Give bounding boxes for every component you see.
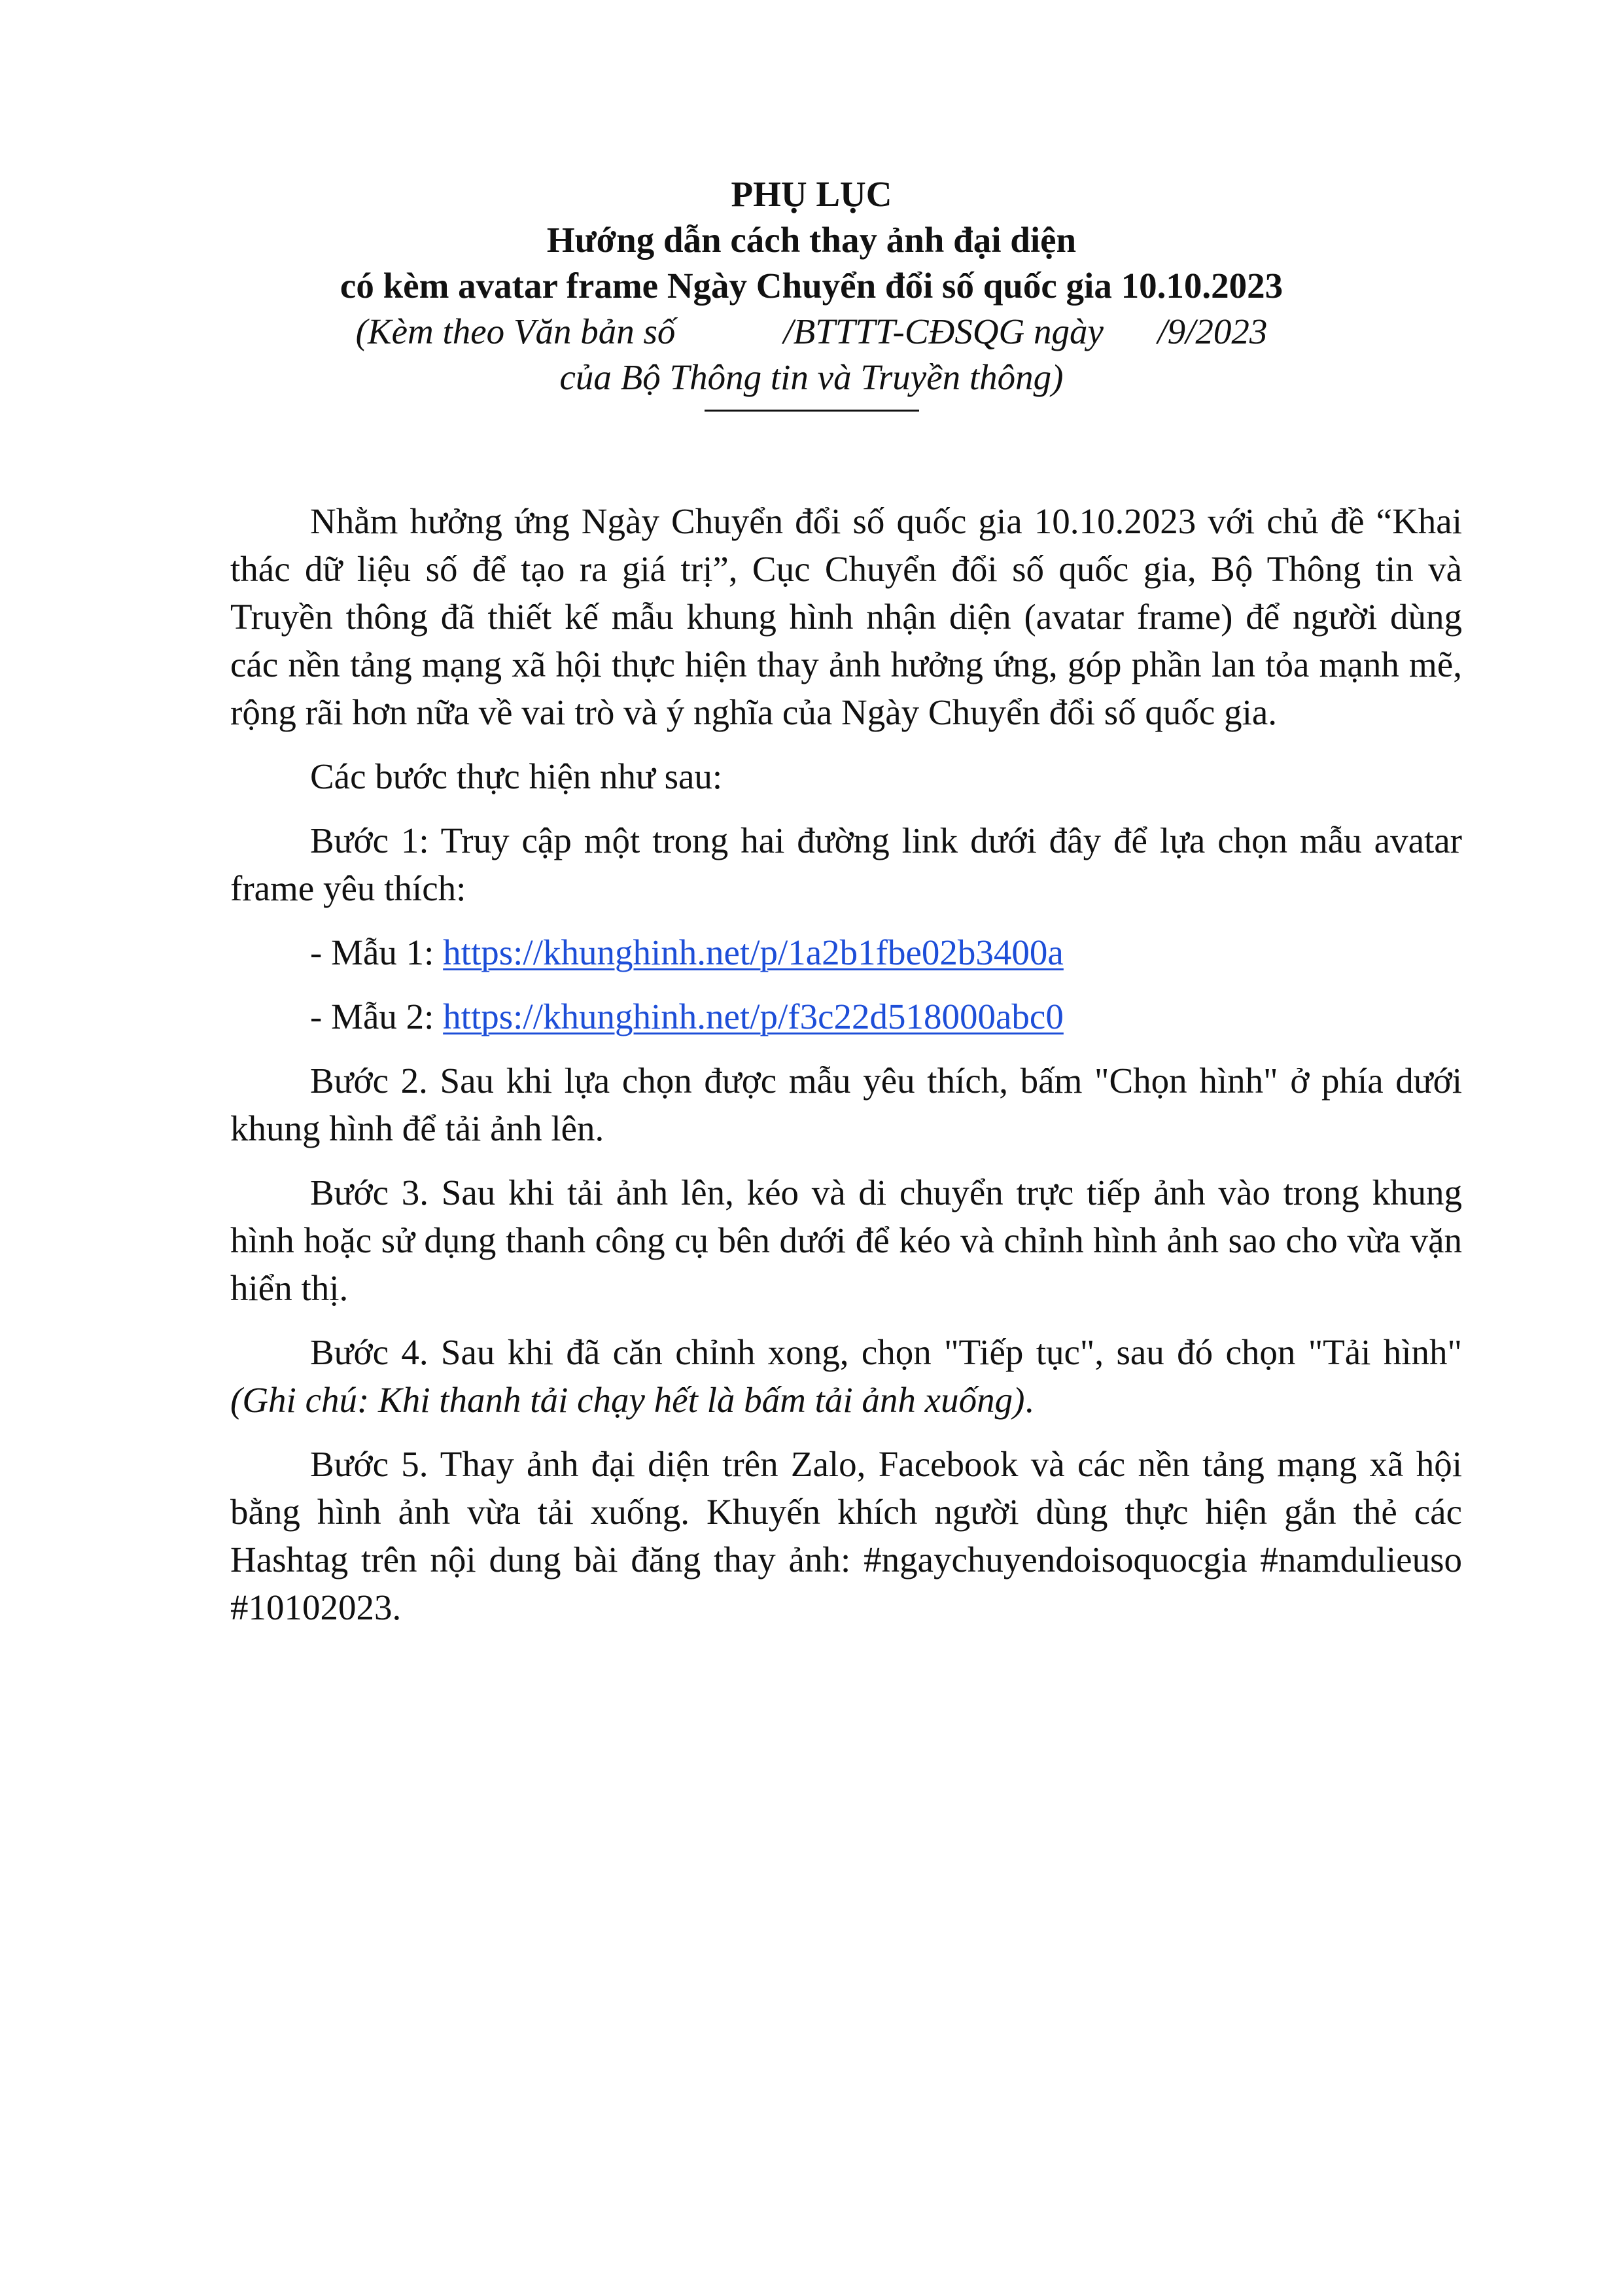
sample-2-label: - Mẫu 2: — [310, 997, 444, 1036]
sample-1-line — [230, 928, 1462, 976]
step-5-paragraph: Bước 5. Thay ảnh đại diện trên Zalo, Facebook và các nền tảng mạng xã hội bằng hình ảnh vừa tải xuống. Khuyến khích người dùng thực hiện gắn thẻ các Hashtag trên nội dung bài đăng thay ảnh: #ngaychuyendoisoquocgia #namdulieuso #10102023. — [230, 1444, 1462, 1627]
sample-1-label: - Mẫu 1: — [310, 932, 444, 972]
step-1-paragraph: Bước 1: Truy cập một trong hai đường link dưới đây để lựa chọn mẫu avatar frame yêu thích: — [230, 821, 1462, 908]
guide-title: Hướng dẫn cách thay ảnh đại diện — [546, 220, 1077, 260]
intro-paragraph: Nhằm hưởng ứng Ngày Chuyển đổi số quốc gia 10.10.2023 với chủ đề “Khai thác dữ liệu số để tạo ra giá trị”, Cục Chuyển đổi số quốc gia, Bộ Thông tin và Truyền thông đã thiết kế mẫu khung hình nhận diện (avatar frame) để người dùng các nền tảng mạng xã hội thực hiện thay ảnh hưởng ứng, góp phần lan tỏa mạnh mẽ, rộng rãi hơn nữa về vai trò và ý nghĩa của Ngày Chuyển đổi số quốc gia. — [230, 501, 1462, 732]
step-4-end: . — [1024, 1380, 1034, 1420]
steps-intro: Các bước thực hiện như sau: — [310, 756, 723, 796]
sample-2-line — [230, 993, 1462, 1040]
step-3-paragraph: Bước 3. Sau khi tải ảnh lên, kéo và di chuyển trực tiếp ảnh vào trong khung hình hoặc sử dụng thanh công cụ bên dưới để kéo và chỉnh hình ảnh sao cho vừa vặn hiển thị. — [230, 1173, 1462, 1308]
issuer-line: của Bộ Thông tin và Truyền thông) — [559, 357, 1064, 397]
step-4-paragraph — [230, 1328, 1462, 1424]
reference-line: (Kèm theo Văn bản số /BTTTT-CĐSQG ngày /9/2023 — [355, 311, 1268, 351]
sample-2-link[interactable]: https://khunghinh.net/p/f3c22d518000abc0 — [443, 997, 1064, 1036]
document-body — [230, 497, 1462, 1648]
step-2-paragraph: Bước 2. Sau khi lựa chọn được mẫu yêu thích, bấm "Chọn hình" ở phía dưới khung hình để tải ảnh lên. — [230, 1061, 1462, 1148]
sample-1-link[interactable]: https://khunghinh.net/p/1a2b1fbe02b3400a — [443, 932, 1064, 972]
document-header — [0, 171, 1623, 412]
guide-subtitle: có kèm avatar frame Ngày Chuyển đổi số quốc gia 10.10.2023 — [340, 266, 1283, 306]
step-4-text: Bước 4. Sau khi đã căn chỉnh xong, chọn "Tiếp tục", sau đó chọn "Tải hình" — [310, 1332, 1462, 1372]
appendix-title: PHỤ LỤC — [731, 174, 892, 214]
header-divider — [705, 410, 919, 412]
step-4-note: (Ghi chú: Khi thanh tải chạy hết là bấm tải ảnh xuống) — [230, 1380, 1025, 1420]
